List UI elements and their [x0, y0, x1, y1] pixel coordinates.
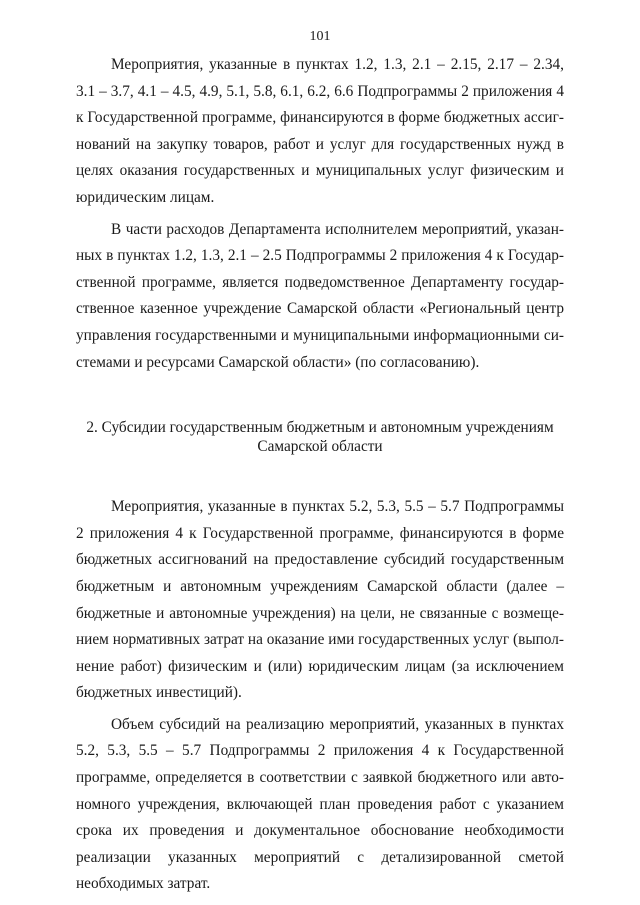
paragraph-subsidies-volume: Объем субсидий на реализацию мероприятий, указанных в пунктах 5.2, 5.3, 5.5 – 5.7 Подпрограммы 2 приложения 4 к Государственной программе, определяется в соответствии с заявкой бюджетного или автономного учреждения, включающей план проведения работ с указанием срока их проведения и документальное обоснование необходимости реализации указанных мероприятий с детализированной сметой необходимых затрат.	[76, 715, 564, 893]
paragraph-funding-procurement: Мероприятия, указанные в пунктах 1.2, 1.3, 2.1 – 2.15, 2.17 – 2.34, 3.1 – 3.7, 4.1 – 4.5, 4.9, 5.1, 5.8, 6.1, 6.2, 6.6 Подпрограммы 2 приложения 4 к Государственной программе, финансируются в форме бюджетных ассигнований на закупку товаров, работ и услуг для государственных нужд в целях оказания государственных и муниципальных услуг физическим и юридическим лицам.	[76, 56, 564, 206]
section-heading-line-1: 2. Субсидии государственным бюджетным и автономным учреждениям	[86, 419, 554, 437]
document-body	[76, 52, 564, 898]
paragraph-executor: В части расходов Департамента исполнителем мероприятий, указанных в пунктах 1.2, 1.3, 2.1 – 2.5 Подпрограммы 2 приложения 4 к Государственной программе, является подведомственное Департаменту государственное казенное учреждение Самарской области «Региональный центр управления государственными и муниципальными информационными системами и ресурсами Самарской области» (по согласованию).	[76, 220, 564, 371]
paragraph-subsidies-funding: Мероприятия, указанные в пунктах 5.2, 5.3, 5.5 – 5.7 Подпрограммы 2 приложения 4 к Государственной программе, финансируются в форме бюджетных ассигнований на предоставление субсидий государственным бюджетным и автономным учреждениям Самарской области (далее – бюджетные и автономные учреждения) на цели, не связанные с возмещением нормативных затрат на оказание ими государственных услуг (выполнение работ) физическим и (или) юридическим лицам (за исключением бюджетных инвестиций).	[76, 498, 564, 702]
page-number: 101	[309, 29, 331, 44]
section-heading-line-2: Самарской области	[257, 438, 383, 456]
section-heading	[76, 418, 564, 456]
